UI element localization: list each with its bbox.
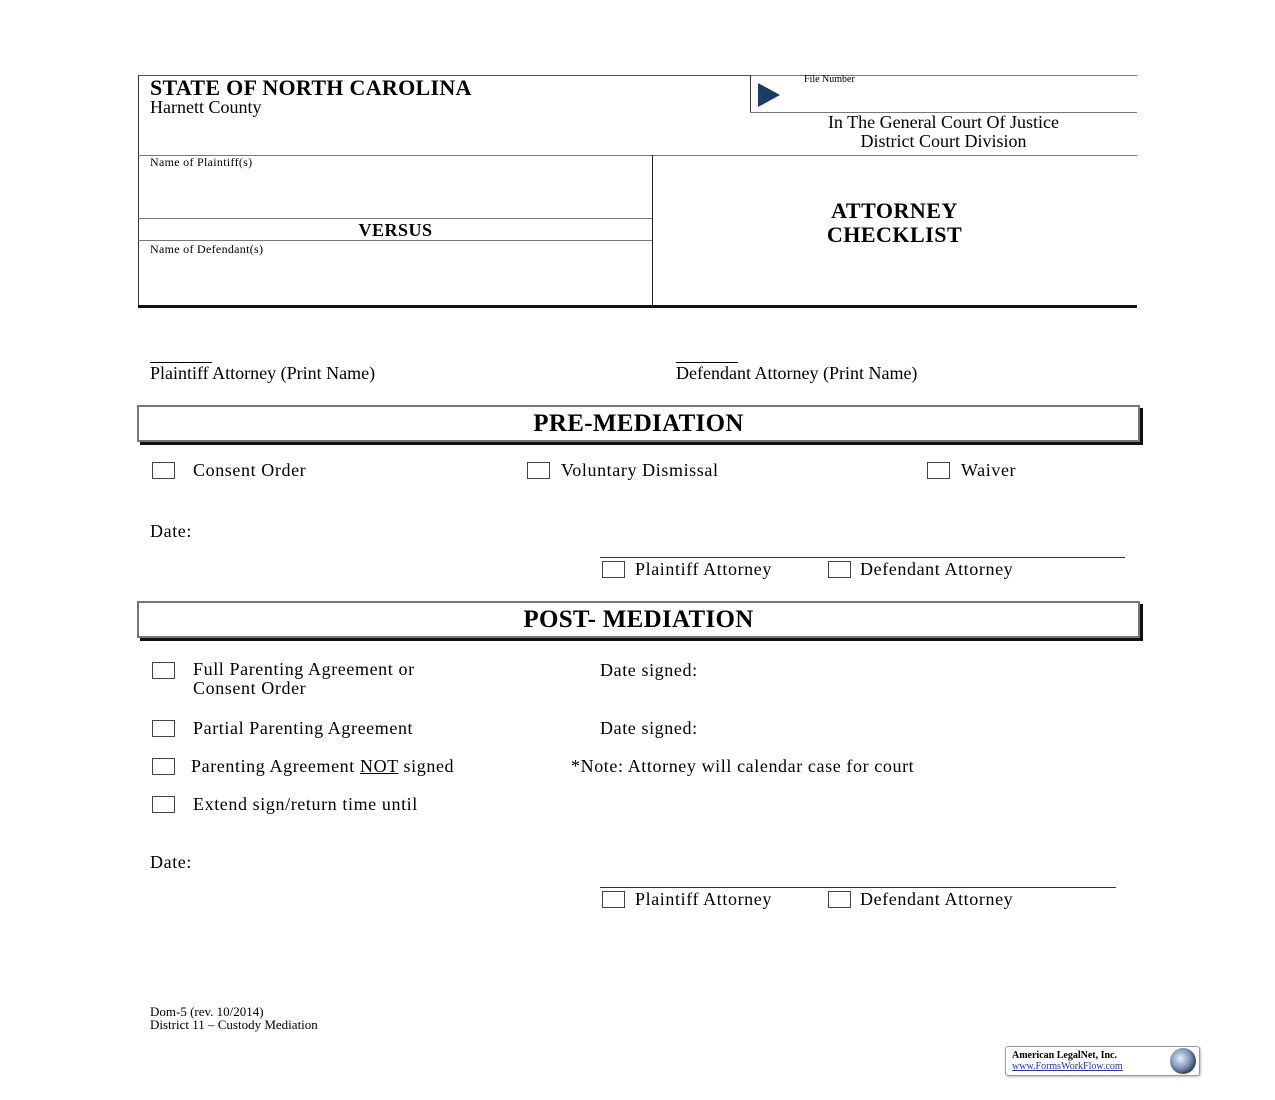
- partial-parenting-agreement-label: Partial Parenting Agreement: [193, 718, 414, 738]
- plaintiff-name-field[interactable]: [150, 172, 645, 214]
- full-parenting-agreement-line1: Full Parenting Agreement or: [193, 659, 415, 679]
- partial-parenting-agreement-checkbox[interactable]: [152, 720, 175, 737]
- extend-time-label: Extend sign/return time until: [193, 794, 418, 814]
- pre-mediation-date-label: Date:: [150, 521, 192, 541]
- american-legalnet-logo[interactable]: [1005, 1046, 1200, 1076]
- pre-mediation-header: [137, 405, 1140, 442]
- logo-url-link[interactable]: www.FormsWorkFlow.com: [1012, 1061, 1123, 1072]
- pre-mediation-title: PRE-MEDIATION: [533, 409, 744, 437]
- agreement-not-signed-text: Parenting Agreement: [191, 756, 360, 776]
- pre-mediation-signature-line[interactable]: [600, 557, 1125, 558]
- defendant-name-field[interactable]: [150, 259, 645, 301]
- agreement-not-signed-checkbox[interactable]: [152, 758, 175, 775]
- agreement-not-signed-label: [191, 756, 454, 777]
- defendant-attorney-print-label: Defendant Attorney (Print Name): [676, 363, 918, 383]
- plaintiff-name-label: Name of Plaintiff(s): [150, 155, 253, 169]
- county-name: Harnett County: [150, 97, 262, 117]
- globe-icon: [1170, 1048, 1196, 1074]
- voluntary-dismissal-label: Voluntary Dismissal: [561, 460, 719, 480]
- court-name-line1: In The General Court Of Justice: [827, 112, 1060, 132]
- versus-top-rule: [138, 218, 652, 219]
- caption-left-rule: [138, 75, 139, 307]
- post-plaintiff-attorney-checkbox[interactable]: [602, 891, 625, 908]
- versus-label: VERSUS: [358, 220, 433, 240]
- signed-text: signed: [398, 756, 455, 776]
- post-mediation-title: POST- MEDIATION: [523, 605, 754, 633]
- partial-agreement-date-signed-label: Date signed:: [600, 718, 698, 738]
- defendant-name-label: Name of Defendant(s): [150, 242, 264, 256]
- pre-plaintiff-attorney-checkbox[interactable]: [602, 561, 625, 578]
- document-title-line1: ATTORNEY: [831, 198, 958, 223]
- court-name-line2: District Court Division: [860, 131, 1027, 151]
- state-title: STATE OF NORTH CAROLINA: [150, 75, 472, 100]
- form-id: Dom-5 (rev. 10/2014): [150, 1004, 264, 1019]
- post-mediation-signature-line[interactable]: [600, 887, 1116, 888]
- document-title-line2: CHECKLIST: [826, 222, 963, 247]
- plaintiff-attorney-print-label: Plaintiff Attorney (Print Name): [150, 363, 376, 383]
- post-mediation-header: [137, 601, 1140, 638]
- waiver-checkbox[interactable]: [927, 462, 950, 479]
- consent-order-label: Consent Order: [193, 460, 307, 480]
- extend-time-checkbox[interactable]: [152, 796, 175, 813]
- waiver-label: Waiver: [961, 460, 1017, 480]
- district-label: District 11 – Custody Mediation: [150, 1017, 318, 1032]
- post-plaintiff-attorney-label: Plaintiff Attorney: [635, 889, 772, 909]
- full-parenting-agreement-label: [193, 660, 415, 698]
- file-number-arrow-icon: [758, 83, 780, 107]
- file-number-label: File Number: [804, 74, 855, 85]
- full-parenting-agreement-checkbox[interactable]: [152, 662, 175, 679]
- file-number-field[interactable]: [790, 88, 1130, 108]
- file-number-left-rule: [750, 75, 751, 113]
- post-defendant-attorney-checkbox[interactable]: [828, 891, 851, 908]
- consent-order-checkbox[interactable]: [152, 462, 175, 479]
- voluntary-dismissal-checkbox[interactable]: [527, 462, 550, 479]
- full-agreement-date-signed-label: Date signed:: [600, 660, 698, 680]
- full-parenting-agreement-line2: Consent Order: [193, 678, 307, 698]
- caption-bottom-rule: [138, 305, 1137, 308]
- header-bottom-rule: [138, 155, 1137, 156]
- logo-company-name: American LegalNet, Inc.: [1012, 1050, 1117, 1061]
- not-emphasis: NOT: [359, 756, 399, 776]
- pre-plaintiff-attorney-label: Plaintiff Attorney: [635, 559, 772, 579]
- post-mediation-date-label: Date:: [150, 852, 192, 872]
- pre-defendant-attorney-label: Defendant Attorney: [860, 559, 1014, 579]
- pre-defendant-attorney-checkbox[interactable]: [828, 561, 851, 578]
- calendar-note: *Note: Attorney will calendar case for court: [571, 756, 915, 776]
- post-defendant-attorney-label: Defendant Attorney: [860, 889, 1014, 909]
- document-title: [652, 199, 1137, 247]
